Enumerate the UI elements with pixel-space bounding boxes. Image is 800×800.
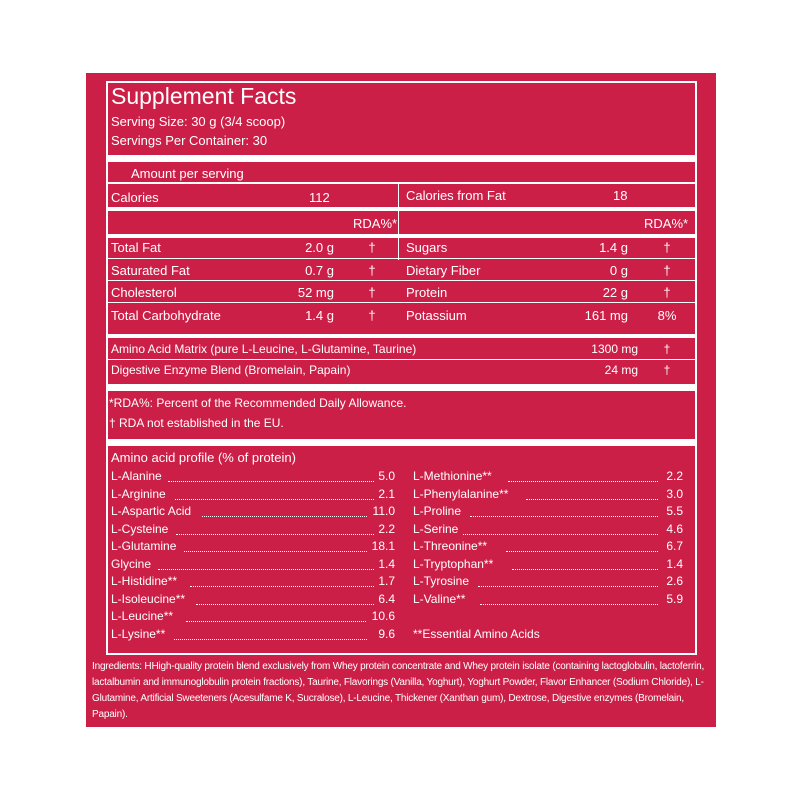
nutrient-rda: † [368,308,376,323]
nutrient-amount: 0 g [609,263,628,278]
divider [108,234,695,238]
nutrient-amount: 52 mg [297,285,334,300]
nutrient-rda: † [663,263,671,278]
column-divider [398,183,399,260]
leader-dots [526,499,658,500]
nutrient-name: Saturated Fat [111,263,190,278]
amino-value: 5.9 [666,592,683,606]
amino-value: 1.7 [378,574,395,588]
leader-dots [202,516,367,517]
leader-dots [506,551,658,552]
calories-value: 112 [309,190,330,205]
amount-per-serving: Amount per serving [131,166,244,181]
nutrient-name: Protein [406,285,448,300]
amino-name: L-Leucine** [111,609,174,623]
amino-name: L-Arginine [111,487,166,501]
nutrient-name: Total Carbohydrate [111,308,221,323]
blend-amount: 24 mg [604,363,638,377]
leader-dots [463,534,658,535]
divider [108,334,695,338]
amino-name: L-Lysine** [111,627,166,641]
divider-thick [108,384,695,391]
amino-value: 3.0 [666,487,683,501]
blend-name: Amino Acid Matrix (pure L-Leucine, L-Glutamine, Taurine) [111,342,417,356]
nutrient-rda: † [663,285,671,300]
amino-value: 11.0 [372,504,395,518]
blend-amount: 1300 mg [591,342,638,356]
amino-name: L-Aspartic Acid [111,504,192,518]
amino-name: L-Valine** [413,592,466,606]
nutrient-rda: † [368,240,376,255]
leader-dots [168,481,374,482]
amino-value: 1.4 [378,557,395,571]
nutrient-amount: 22 g [602,285,628,300]
blend-name: Digestive Enzyme Blend (Bromelain, Papain) [111,363,351,377]
amino-value: 2.2 [378,522,395,536]
nutrient-name: Sugars [406,240,448,255]
row-divider [108,280,695,281]
footnote-rda: *RDA%: Percent of the Recommended Daily Allowance. [109,396,407,410]
divider-thick [108,155,695,162]
leader-dots [175,499,374,500]
calories-from-fat-label: Calories from Fat [406,188,506,203]
ingredients-text: Ingredients: HHigh-quality protein blend exclusively from Whey protein concentrate and Whey protein isolate (containing lactoglobulin, lactoferrin, lactalbumin and immunoglobulin protein fractions), Taurine, Flavorings (Vanilla, Yoghurt), Yoghurt Powder, Flavor Enhancer (Sodium Chloride), L-Glutamine, Artificial Sweeteners (Acesulfame K, Sucralose), L-Leucine, Thickener (Xanthan gum), Dextrose, Digestive enzymes (Bromelain, Papain). [92,661,705,720]
amino-name: L-Threonine** [413,539,488,553]
nutrient-amount: 161 mg [584,308,628,323]
servings-per-container: Servings Per Container: 30 [111,133,268,148]
nutrient-amount: 0.7 g [305,263,334,278]
nutrient-name: Potassium [406,308,467,323]
row-divider [108,302,695,303]
amino-value: 2.1 [378,487,395,501]
nutrient-amount: 2.0 g [305,240,334,255]
amino-name: L-Cysteine [111,522,169,536]
amino-value: 9.6 [378,627,395,641]
blend-rda: † [663,342,671,356]
nutrient-amount: 1.4 g [305,308,334,323]
amino-profile-title: Amino acid profile (% of protein) [111,450,296,465]
nutrient-rda: † [368,263,376,278]
leader-dots [190,586,374,587]
row-divider [108,258,695,259]
leader-dots [184,551,367,552]
nutrient-name: Dietary Fiber [406,263,481,278]
divider [108,182,695,184]
leader-dots [508,481,658,482]
amino-name: L-Phenylalanine** [413,487,509,501]
amino-value: 4.6 [666,522,683,536]
amino-value: 1.4 [666,557,683,571]
supplement-facts-panel [106,81,697,655]
amino-value: 2.6 [666,574,683,588]
nutrient-rda: 8% [657,308,677,323]
leader-dots [512,569,658,570]
amino-name: L-Glutamine [111,539,177,553]
nutrient-amount: 1.4 g [599,240,628,255]
leader-dots [174,639,367,640]
amino-name: L-Serine [413,522,459,536]
amino-value: 6.4 [378,592,395,606]
amino-name: L-Tyrosine [413,574,470,588]
nutrient-rda: † [368,285,376,300]
footnote-dagger: † RDA not established in the EU. [109,416,284,430]
amino-value: 2.2 [666,469,683,483]
nutrient-name: Cholesterol [111,285,177,300]
divider [108,207,695,211]
leader-dots [186,621,366,622]
amino-value: 18.1 [371,539,395,553]
amino-value: 5.5 [666,504,683,518]
amino-value: 5.0 [378,469,395,483]
amino-name: L-Tryptophan** [413,557,494,571]
leader-dots [470,516,658,517]
row-divider [108,359,695,360]
nutrient-rda: † [663,240,671,255]
leader-dots [478,586,658,587]
amino-name: L-Alanine [111,469,162,483]
amino-name: L-Proline [413,504,462,518]
rda-header-right: RDA%* [644,216,689,231]
amino-name: L-Isoleucine** [111,592,186,606]
calories-label: Calories [111,190,159,205]
leader-dots [176,534,374,535]
rda-header-left: RDA%* [353,216,398,231]
leader-dots [158,569,374,570]
essential-amino-note: **Essential Amino Acids [413,627,540,641]
amino-name: L-Histidine** [111,574,178,588]
amino-name: L-Methionine** [413,469,492,483]
panel-title: Supplement Facts [111,83,297,109]
divider-thick [108,439,695,446]
leader-dots [480,604,658,605]
supplement-label [86,73,716,727]
amino-name: Glycine [111,557,152,571]
nutrient-name: Total Fat [111,240,161,255]
amino-value: 10.6 [371,609,395,623]
amino-value: 6.7 [666,539,683,553]
calories-from-fat-value: 18 [613,188,628,203]
blend-rda: † [663,363,671,377]
serving-size: Serving Size: 30 g (3/4 scoop) [111,114,286,129]
leader-dots [196,604,374,605]
